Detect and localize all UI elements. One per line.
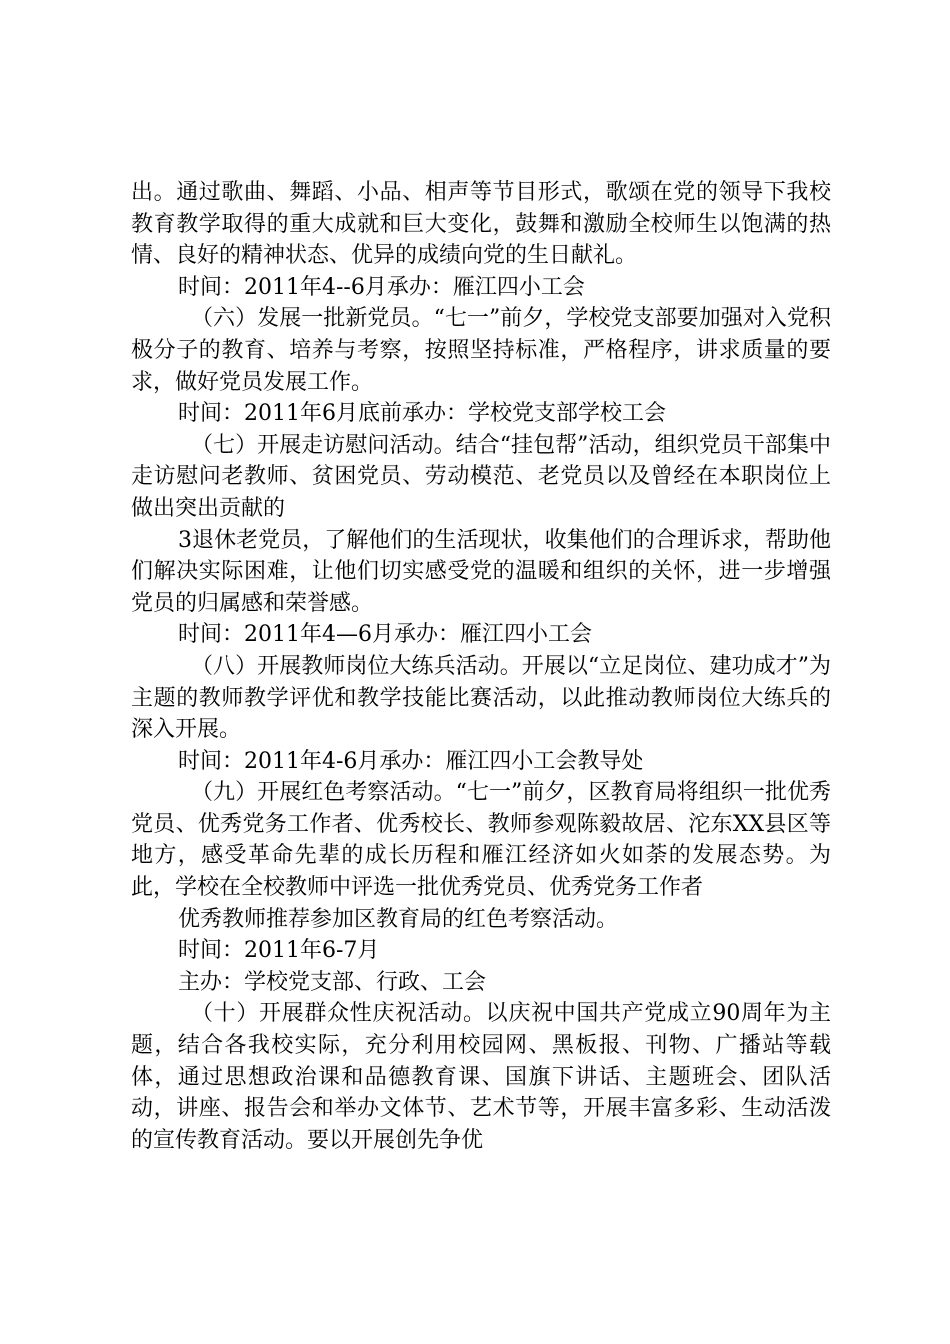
paragraph-section-7-visits: （七）开展走访慰问活动。结合“挂包帮”活动，组织党员干部集中走访慰问老教师、贫困党员、劳动模范、老党员以及曾经在本职岗位上做出突出贡献的 (131, 432, 831, 521)
schedule-line-gala: 时间：2011年4--6月承办：雁江四小工会 (178, 274, 585, 300)
schedule-line-section-9-host: 主办：学校党支部、行政、工会 (178, 969, 487, 995)
paragraph-section-9-red-tour: （九）开展红色考察活动。“七一”前夕，区教育局将组织一批优秀党员、优秀党务工作者、优秀校长、教师参观陈毅故居、沱东XX县区等地方，感受革命先辈的成长历程和雁江经济如火如荼的发展态势。为此，学校在全校教师中评选一批优秀党员、优秀党务工作者 (131, 780, 831, 901)
schedule-line-section-8: 时间：2011年4-6月承办：雁江四小工会教导处 (178, 748, 644, 774)
paragraph-section-10-celebration: （十）开展群众性庆祝活动。以庆祝中国共产党成立90周年为主题，结合各我校实际，充分利用校园网、黑板报、刊物、广播站等载体，通过思想政治课和品德教育课、国旗下讲话、主题班会、团队活动，讲座、报告会和举办文体节、艺术节等，开展丰富多彩、生动活泼的宣传教育活动。要以开展创先争优 (131, 1001, 831, 1153)
paragraph-section-8-training: （八）开展教师岗位大练兵活动。开展以“立足岗位、建功成才”为主题的教师教学评优和教学技能比赛活动，以此推动教师岗位大练兵的深入开展。 (131, 653, 831, 743)
paragraph-gala-conclusion: 出。通过歌曲、舞蹈、小品、相声等节目形式，歌颂在党的领导下我校教育教学取得的重大成就和巨大变化，鼓舞和激励全校师生以饱满的热情、良好的精神状态、优异的成绩向党的生日献礼。 (131, 180, 831, 269)
paragraph-section-9-continued: 优秀教师推荐参加区教育局的红色考察活动。 (178, 906, 619, 932)
document-body (131, 177, 831, 1156)
schedule-line-section-6: 时间：2011年6月底前承办：学校党支部学校工会 (178, 401, 666, 427)
paragraph-section-7-continued: 3退休老党员，了解他们的生活现状，收集他们的合理诉求，帮助他们解决实际困难，让他们切实感受党的温暖和组织的关怀，进一步增强党员的归属感和荣誉感。 (131, 527, 831, 616)
schedule-line-section-7: 时间：2011年4—6月承办：雁江四小工会 (178, 622, 592, 648)
paragraph-section-6-new-members: （六）发展一批新党员。“七一”前夕，学校党支部要加强对入党积极分子的教育、培养与考察，按照坚持标准，严格程序，讲求质量的要求，做好党员发展工作。 (131, 306, 831, 395)
schedule-line-section-9-time: 时间：2011年6-7月 (178, 938, 380, 964)
